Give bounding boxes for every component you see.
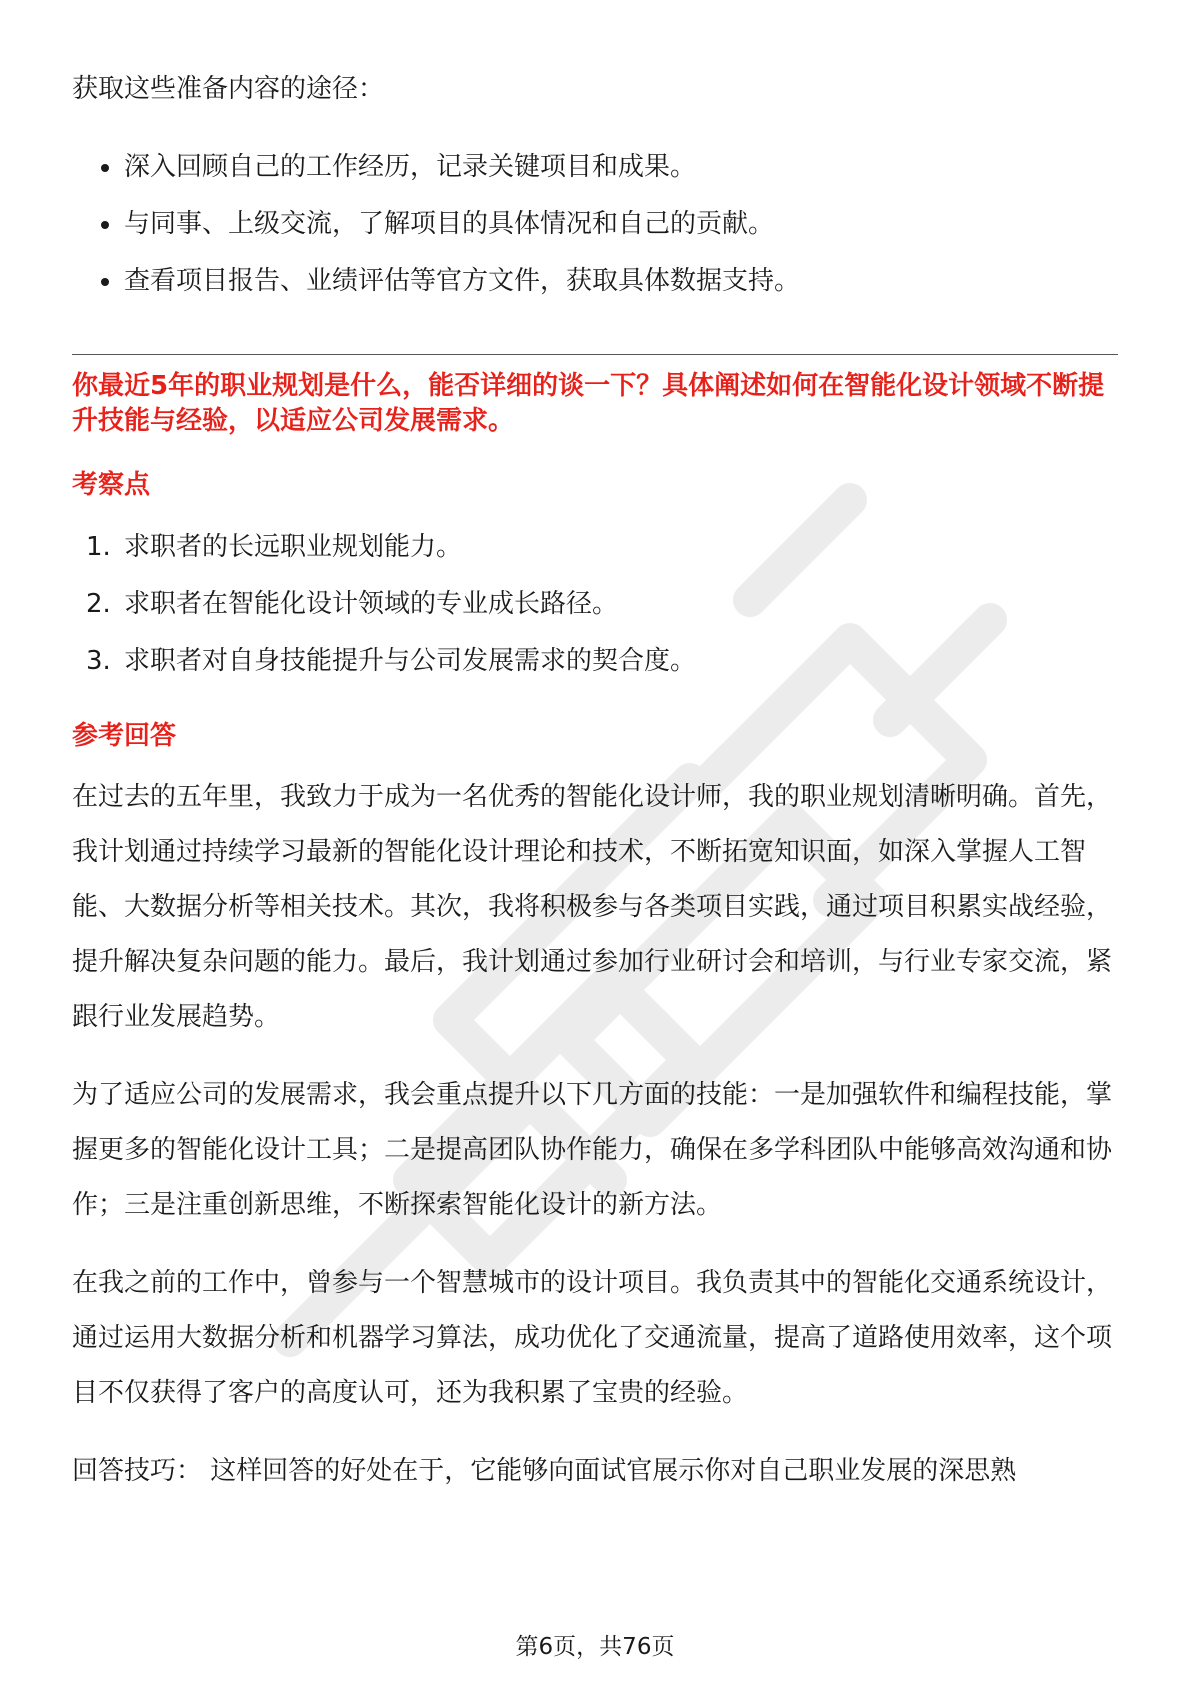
list-item-text: 查看项目报告、业绩评估等官方文件，获取具体数据支持。 xyxy=(124,266,801,296)
list-item-text: 与同事、上级交流，了解项目的具体情况和自己的贡献。 xyxy=(124,209,775,239)
list-item xyxy=(72,519,1118,576)
list-item xyxy=(72,633,1118,690)
list-number: 2. xyxy=(86,589,111,619)
intro-heading: 获取这些准备内容的途径： xyxy=(72,74,385,104)
bullet-dot-icon xyxy=(101,221,109,229)
list-item xyxy=(72,253,1118,310)
list-number: 1. xyxy=(86,532,111,562)
list-item-text: 求职者在智能化设计领域的专业成长路径。 xyxy=(124,589,619,619)
bullet-dot-icon xyxy=(101,164,109,172)
list-item xyxy=(72,139,1118,196)
evaluation-heading: 考察点 xyxy=(72,470,151,500)
answer-paragraph: 在我之前的工作中，曾参与一个智慧城市的设计项目。我负责其中的智能化交通系统设计，通过运用大数据分析和机器学习算法，成功优化了交通流量，提高了道路使用效率，这个项目不仅获得了客户的高度认可，还为我积累了宝贵的经验。 xyxy=(72,1268,1113,1408)
list-item-text: 求职者对自身技能提升与公司发展需求的契合度。 xyxy=(124,646,697,676)
answer-paragraph: 为了适应公司的发展需求，我会重点提升以下几方面的技能：一是加强软件和编程技能，掌握更多的智能化设计工具；二是提高团队协作能力，确保在多学科团队中能够高效沟通和协作；三是注重创新思维，不断探索智能化设计的新方法。 xyxy=(72,1080,1113,1220)
interview-question: 你最近5年的职业规划是什么，能否详细的谈一下？具体阐述如何在智能化设计领域不断提升技能与经验，以适应公司发展需求。 xyxy=(72,371,1105,436)
preparation-list xyxy=(72,139,1118,310)
answer-paragraph: 在过去的五年里，我致力于成为一名优秀的智能化设计师，我的职业规划清晰明确。首先，我计划通过持续学习最新的智能化设计理论和技术，不断拓宽知识面，如深入掌握人工智能、大数据分析等相关技术。其次，我将积极参与各类项目实践，通过项目积累实战经验，提升解决复杂问题的能力。最后，我计划通过参加行业研讨会和培训，与行业专家交流，紧跟行业发展趋势。 xyxy=(72,782,1113,1032)
bullet-dot-icon xyxy=(101,278,109,286)
answer-tips: 回答技巧： 这样回答的好处在于，它能够向面试官展示你对自己职业发展的深思熟 xyxy=(72,1456,1017,1486)
page-number: 第6页，共76页 xyxy=(515,1634,675,1660)
answer-heading: 参考回答 xyxy=(72,721,177,751)
section-divider xyxy=(72,354,1118,355)
list-item xyxy=(72,576,1118,633)
list-item xyxy=(72,196,1118,253)
list-number: 3. xyxy=(86,646,111,676)
list-item-text: 深入回顾自己的工作经历，记录关键项目和成果。 xyxy=(124,152,697,182)
list-item-text: 求职者的长远职业规划能力。 xyxy=(124,532,463,562)
document-content xyxy=(72,62,1118,1522)
evaluation-list xyxy=(72,519,1118,690)
